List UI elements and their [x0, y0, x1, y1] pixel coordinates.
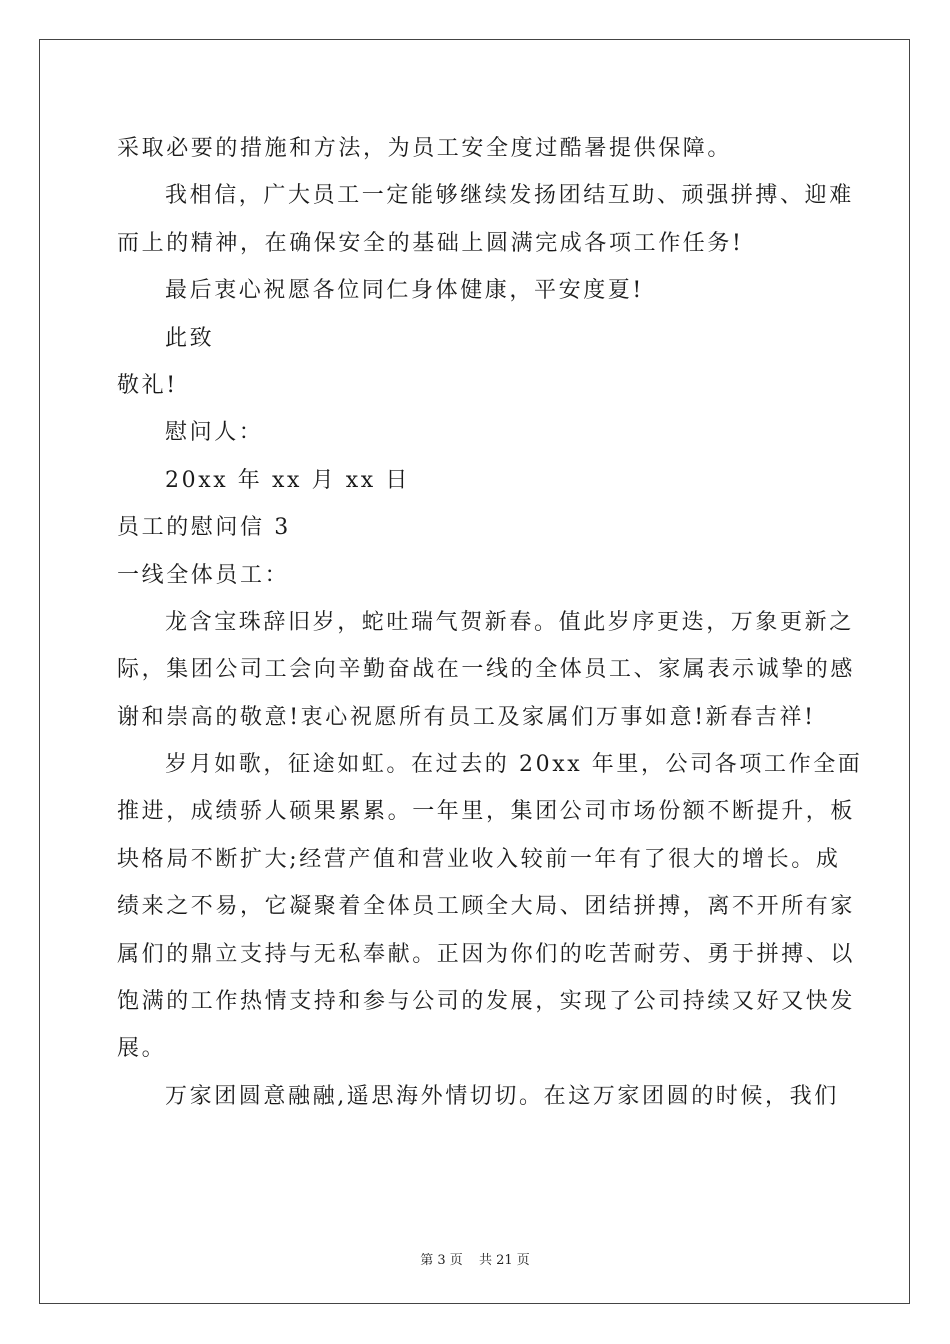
text-line: 展。	[117, 1036, 167, 1062]
text-line: 绩来之不易，它凝聚着全体员工顾全大局、团结拼搏，离不开所有家	[117, 894, 856, 920]
signature-line: 慰问人：	[165, 420, 264, 446]
text-line: 际，集团公司工会向辛勤奋战在一线的全体员工、家属表示诚挚的感	[117, 657, 856, 683]
text-line: 岁月如歌，征途如虹。在过去的 20xx 年里，公司各项工作全面	[165, 752, 863, 778]
date-line: 20xx 年 xx 月 xx 日	[165, 467, 411, 493]
text-line: 块格局不断扩大;经营产值和营业收入较前一年有了很大的增长。成	[117, 846, 841, 872]
text-line: 采取必要的措施和方法，为员工安全度过酷暑提供保障。	[117, 136, 733, 161]
page-number: 第 3 页	[420, 1253, 463, 1268]
page-footer	[0, 1249, 950, 1268]
text-line: 而上的精神，在确保安全的基础上圆满完成各项工作任务!	[117, 230, 744, 256]
addressee-line: 一线全体员工：	[117, 562, 290, 588]
text-line: 属们的鼎立支持与无私奉献。正因为你们的吃苦耐劳、勇于拼搏、以	[117, 941, 856, 967]
salutation-line: 敬礼!	[117, 372, 178, 398]
salutation-line: 此致	[165, 325, 215, 351]
text-line: 谢和崇高的敬意!衷心祝愿所有员工及家属们万事如意!新春吉祥!	[117, 704, 816, 730]
document-body	[117, 125, 863, 1120]
text-line: 推进，成绩骄人硕果累累。一年里，集团公司市场份额不断提升，板	[117, 799, 856, 825]
text-line: 龙含宝珠辞旧岁，蛇吐瑞气贺新春。值此岁序更迭，万象更新之	[165, 609, 854, 635]
text-line: 我相信，广大员工一定能够继续发扬团结互助、顽强拼搏、迎难	[165, 183, 854, 209]
section-title: 员工的慰问信 3	[117, 515, 291, 541]
text-line: 万家团圆意融融,遥思海外情切切。在这万家团圆的时候，我们	[165, 1083, 839, 1109]
page-total: 共 21 页	[478, 1253, 530, 1268]
text-line: 饱满的工作热情支持和参与公司的发展，实现了公司持续又好又快发	[117, 989, 856, 1015]
text-line: 最后衷心祝愿各位同仁身体健康，平安度夏!	[165, 278, 644, 304]
